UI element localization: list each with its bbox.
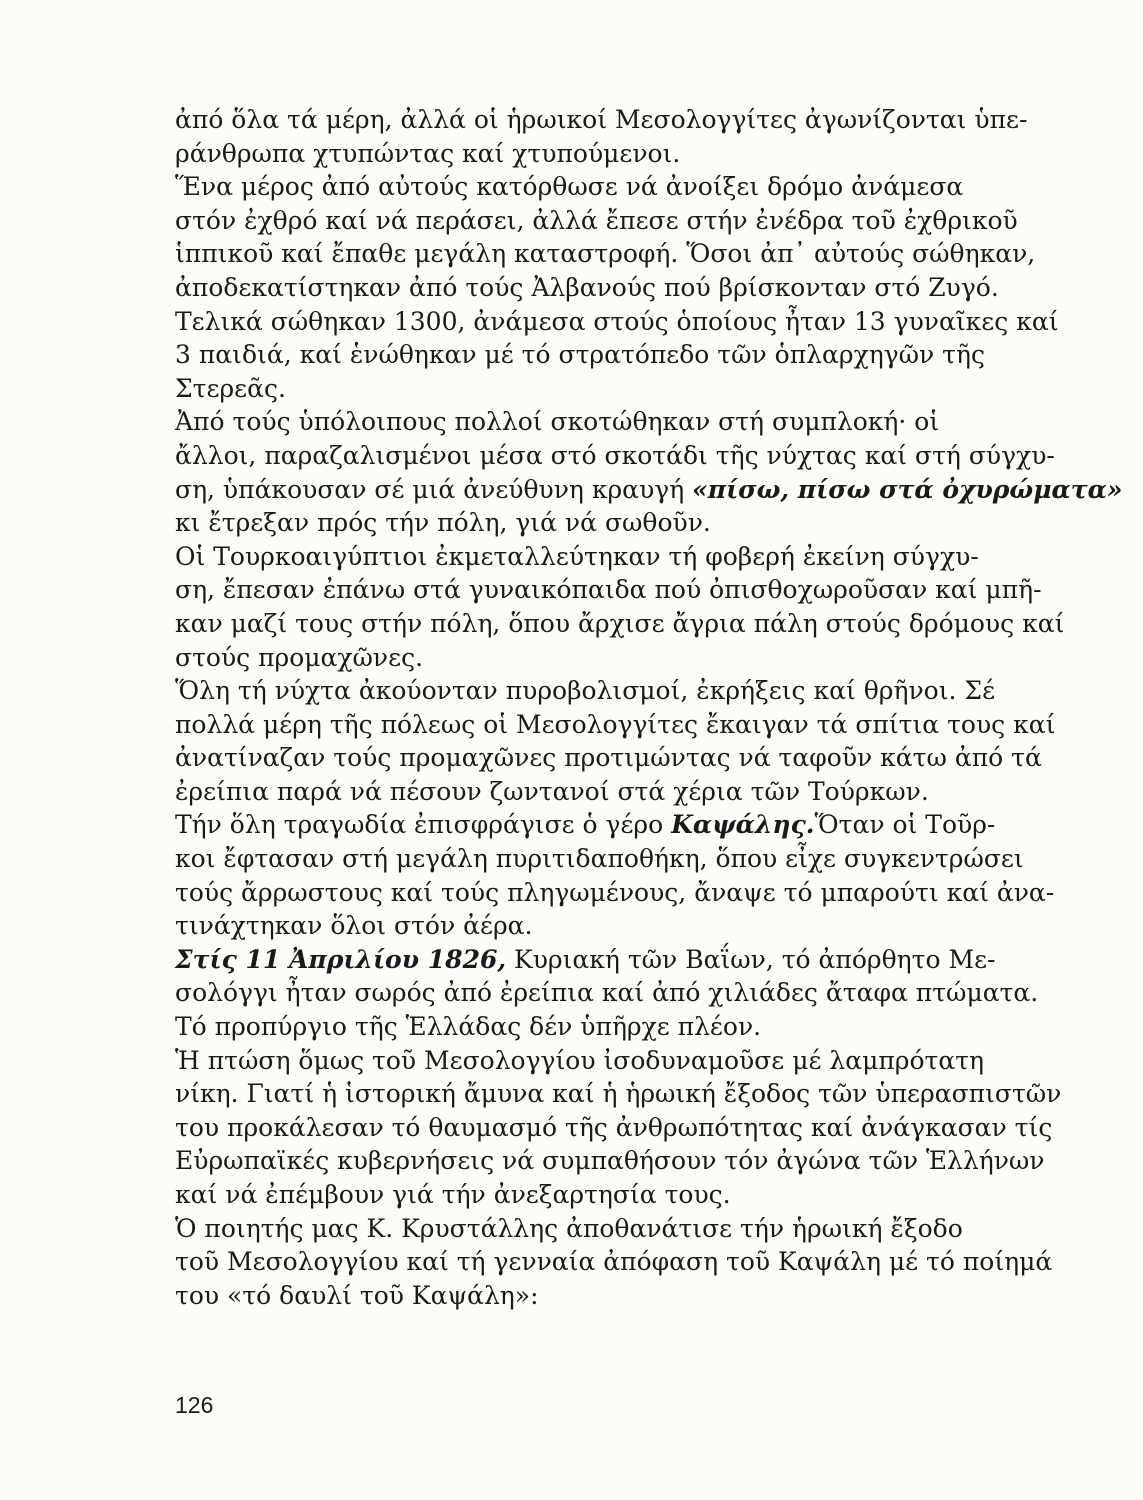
text-line: 3 παιδιά, καί ἑνώθηκαν μέ τό στρατόπεδο τῶν ὁπλαρχηγῶν τῆς	[175, 340, 985, 370]
text-line: Τό προπύργιο τῆς Ἑλλάδας δέν ὑπῆρχε πλέον.	[175, 1012, 762, 1042]
text-line: τούς ἄρρωστους καί τούς πληγωμένους, ἄναψε τό μπαρούτι καί ἀνα-	[175, 877, 1055, 907]
emphasis: Στίς 11 Ἀπριλίου 1826,	[175, 944, 507, 974]
text-line: Τήν ὅλη τραγωδία ἐπισφράγισε ὁ γέρο Καψάλης.Ὅταν οἱ Τοῦρ-	[175, 810, 996, 840]
text-line: στόν ἐχθρό καί νά περάσει, ἀλλά ἔπεσε στήν ἐνέδρα τοῦ ἐχθρικοῦ	[175, 205, 1018, 235]
text-line: τινάχτηκαν ὅλοι στόν ἀέρα.	[175, 911, 533, 941]
text-line: σολόγγι ἦταν σωρός ἀπό ἐρείπια καί ἀπό χιλιάδες ἄταφα πτώματα.	[175, 978, 1039, 1008]
text-line: στούς προμαχῶνες.	[175, 642, 424, 672]
emphasis: Καψάλης.	[671, 810, 815, 840]
text-line: ἀνατίναζαν τούς προμαχῶνες προτιμώντας νά ταφοῦν κάτω ἀπό τά	[175, 743, 1042, 773]
text-line: καν μαζί τους στήν πόλη, ὅπου ἄρχισε ἄγρια πάλη στούς δρόμους καί	[175, 608, 1065, 638]
text-line: κι ἔτρεξαν πρός τήν πόλη, γιά νά σωθοῦν.	[175, 508, 711, 538]
text-line: καί νά ἐπέμβουν γιά τήν ἀνεξαρτησία τους.	[175, 1180, 731, 1209]
text-line: ση, ὑπάκουσαν σέ μιά ἀνεύθυνη κραυγή «πίσω, πίσω στά ὀχυρώματα»	[175, 474, 1123, 504]
text-line: κοι ἔφτασαν στή μεγάλη πυριτιδαποθήκη, ὅπου εἶχε συγκεντρώσει	[175, 844, 1024, 874]
text-line: Ἕνα μέρος ἀπό αὐτούς κατόρθωσε νά ἀνοίξει δρόμο ἀνάμεσα	[175, 172, 964, 202]
text-line: ση, ἔπεσαν ἐπάνω στά γυναικόπαιδα πού ὀπισθοχωροῦσαν καί μπῆ-	[175, 575, 1042, 605]
text-line: Ἀπό τούς ὑπόλοιπους πολλοί σκοτώθηκαν στή συμπλοκή· οἱ	[175, 407, 940, 437]
text-line: Τελικά σώθηκαν 1300, ἀνάμεσα στούς ὁποίους ἦταν 13 γυναῖκες καί	[175, 306, 1059, 336]
text-line: Στερεᾶς.	[175, 373, 286, 403]
text-line: Εὐρωπαϊκές κυβερνήσεις νά συμπαθήσουν τόν ἀγώνα τῶν Ἑλλήνων	[175, 1146, 1045, 1176]
text-line: τοῦ Μεσολογγίου καί τή γενναία ἀπόφαση τοῦ Καψάλη μέ τό ποίημά	[175, 1247, 1053, 1277]
text-line: ράνθρωπα χτυπώντας καί χτυπούμενοι.	[175, 138, 681, 168]
text-line: Ὁ ποιητής μας Κ. Κρυστάλλης ἀποθανάτισε τήν ἡρωική ἔξοδο	[175, 1213, 963, 1243]
text-line: νίκη. Γιατί ἡ ἱστορική ἄμυνα καί ἡ ἡρωική ἔξοδος τῶν ὑπερασπιστῶν	[175, 1079, 1062, 1109]
text-line: ἐρείπια παρά νά πέσουν ζωντανοί στά χέρια τῶν Τούρκων.	[175, 776, 929, 806]
text-line: του προκάλεσαν τό θαυμασμό τῆς ἀνθρωπότητας καί ἀνάγκασαν τίς	[175, 1112, 1053, 1142]
page-body	[175, 103, 1123, 1312]
text-line: ἱππικοῦ καί ἔπαθε μεγάλη καταστροφή. Ὅσοι ἀπ᾿ αὐτούς σώθηκαν,	[175, 239, 1036, 269]
text-line: ἄλλοι, παραζαλισμένοι μέσα στό σκοτάδι τῆς νύχτας καί στή σύγχυ-	[175, 440, 1055, 470]
text-line: Στίς 11 Ἀπριλίου 1826, Κυριακή τῶν Βαΐων, τό ἀπόρθητο Με-	[175, 944, 996, 974]
text-line: πολλά μέρη τῆς πόλεως οἱ Μεσολογγίτες ἔκαιγαν τά σπίτια τους καί	[175, 709, 1056, 739]
text-line: του «τό δαυλί τοῦ Καψάλη»:	[175, 1280, 539, 1310]
text-line: Οἱ Τουρκοαιγύπτιοι ἐκμεταλλεύτηκαν τή φοβερή ἐκείνη σύγχυ-	[175, 541, 979, 571]
text-line: ἀποδεκατίστηκαν ἀπό τούς Ἀλβανούς πού βρίσκονταν στό Ζυγό.	[175, 272, 999, 302]
page-number: 126	[175, 1392, 214, 1418]
text-line: ἀπό ὅλα τά μέρη, ἀλλά οἱ ἡρωικοί Μεσολογγίτες ἀγωνίζονται ὑπε-	[175, 105, 1028, 134]
emphasis: «πίσω, πίσω στά ὀχυρώματα»	[692, 474, 1123, 504]
text-line: Ἡ πτώση ὅμως τοῦ Μεσολογγίου ἰσοδυναμοῦσε μέ λαμπρότατη	[175, 1045, 985, 1075]
text-line: Ὅλη τή νύχτα ἀκούονταν πυροβολισμοί, ἐκρήξεις καί θρῆνοι. Σέ	[175, 676, 996, 706]
